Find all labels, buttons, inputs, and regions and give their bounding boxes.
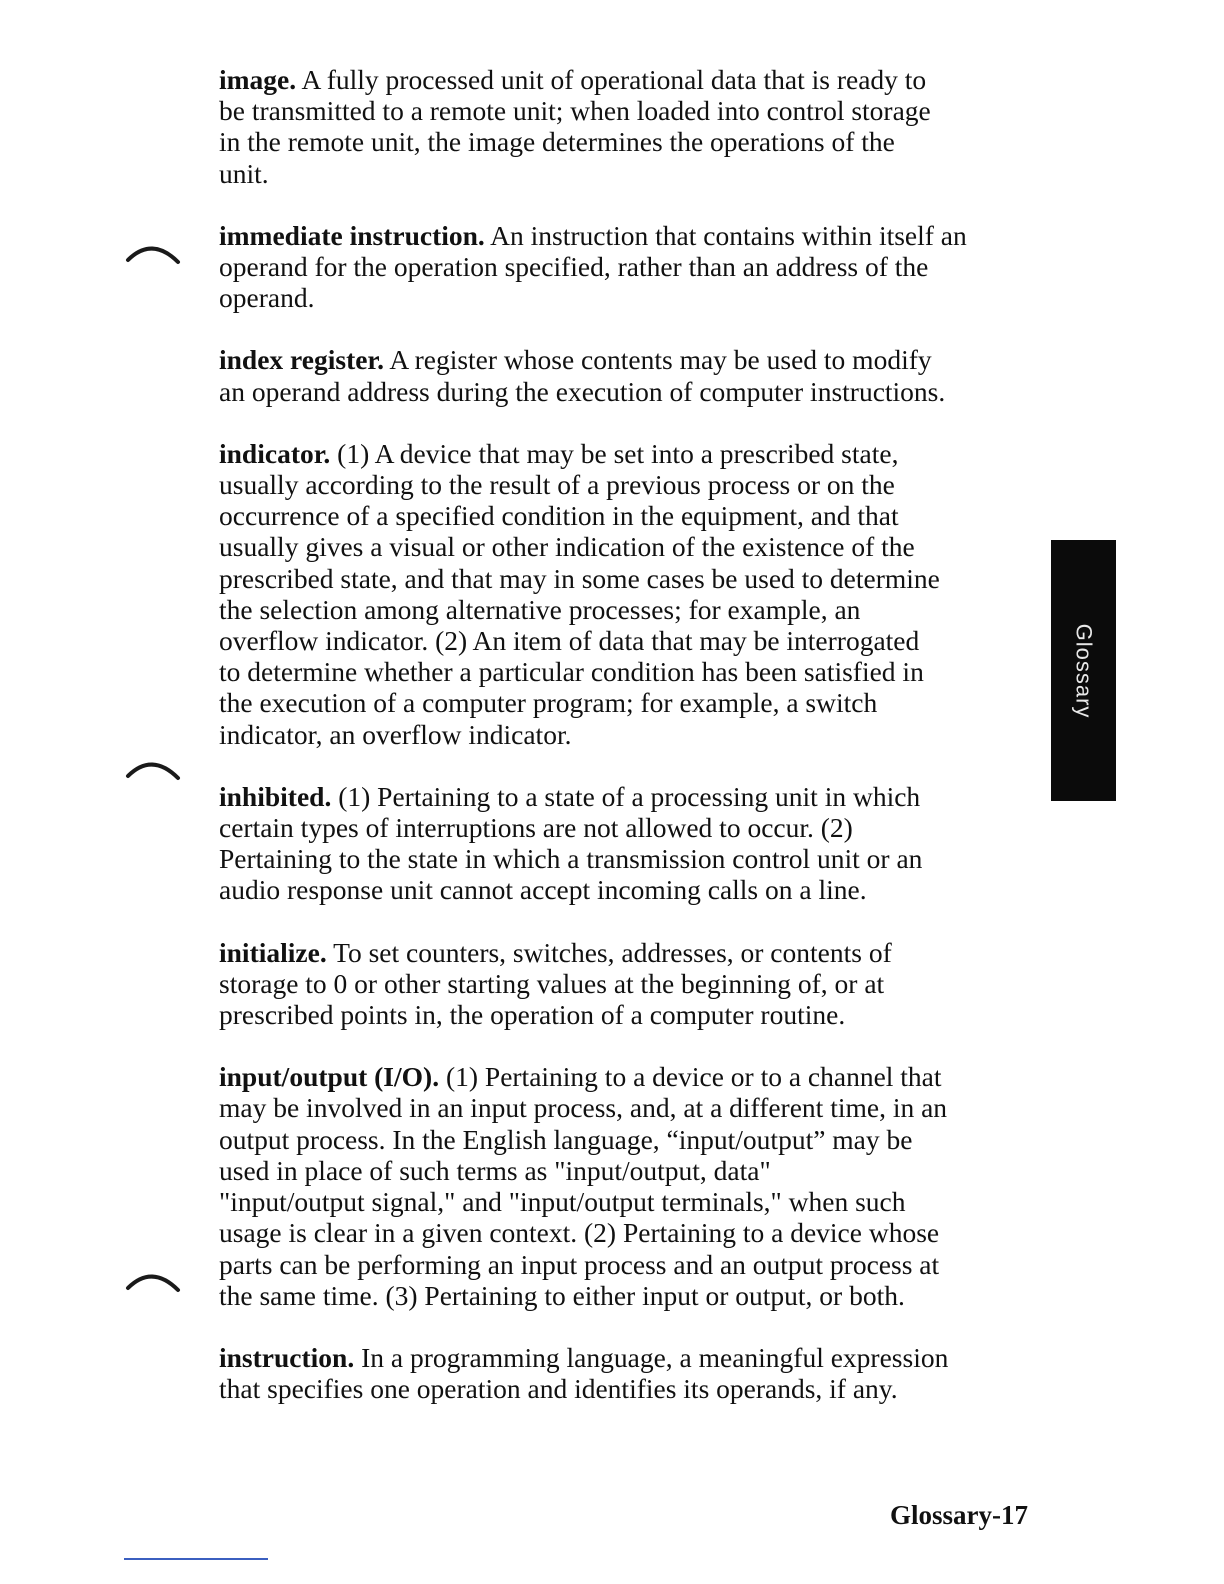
glossary-entry-index-register [219, 344, 1039, 406]
glossary-entry-indicator [219, 438, 1039, 750]
entry-definition: (1) A device that may be set into a prescribed state, usually according to the result of a previous process or on the occurrence of a specified condition in the equipment, and that usually gives a visual or other indication of the existence of the prescribed state, and that may in some cases be used to determine the selection among alternative processes; for example, an overflow indicator. (2) An item of data that may be interrogated to determine whether a particular condition has been satisfied in the execution of a computer program; for example, a switch indicator, an overflow indicator. [219, 437, 940, 750]
page-number: Glossary-17 [890, 1500, 1028, 1530]
entry-definition: An instruction that contains within itself an operand for the operation specified, rather than an address of the operand. [219, 219, 967, 314]
entry-term: indicator. [219, 437, 331, 469]
entry-definition: A register whose contents may be used to modify an operand address during the execution of computer instructions. [219, 344, 946, 407]
binder-hole-mark-icon [124, 1256, 182, 1296]
section-tab [1051, 540, 1116, 801]
entry-term: immediate instruction. [219, 219, 485, 251]
entry-term: instruction. [219, 1341, 355, 1373]
entry-definition: A fully processed unit of operational data that is ready to be transmitted to a remote unit; when loaded into control storage in the remote unit, the image determines the operations of the unit. [219, 64, 931, 189]
footer-rule [124, 1558, 268, 1560]
glossary-entry-input-output [219, 1061, 1039, 1311]
entry-term: input/output (I/O). [219, 1061, 440, 1093]
entry-term: image. [219, 64, 297, 95]
glossary-entry-immediate-instruction [219, 220, 1039, 314]
glossary-entry-inhibited [219, 781, 1039, 906]
entry-definition: To set counters, switches, addresses, or contents of storage to 0 or other starting values at the beginning of, or at prescribed points in, the operation of a computer routine. [219, 936, 892, 1031]
glossary-entry-instruction [219, 1342, 1039, 1404]
glossary-entry-initialize [219, 937, 1039, 1031]
entry-term: inhibited. [219, 780, 332, 812]
entry-term: index register. [219, 344, 384, 376]
entry-definition: (1) Pertaining to a state of a processing unit in which certain types of interruptions are not allowed to occur. (2) Pertaining to the state in which a transmission control unit or an audio response unit cannot accept incoming calls on a line. [219, 780, 923, 906]
glossary-entry-image [219, 64, 1039, 189]
glossary-entries [219, 64, 1039, 1435]
binder-hole-mark-icon [124, 228, 182, 268]
binder-hole-mark-icon [124, 744, 182, 784]
entry-definition: In a programming language, a meaningful expression that specifies one operation and identifies its operands, if any. [219, 1341, 949, 1405]
entry-term: initialize. [219, 936, 327, 968]
section-tab-label: Glossary [1071, 623, 1097, 718]
entry-definition: (1) Pertaining to a device or to a channel that may be involved in an input process, and, at a different time, in an output process. In the English language, “input/output” may be used in place of such terms as "input/output, data" "input/output signal," and "input/output terminals," when such usage is clear in a given context. (2) Pertaining to a device whose parts can be performing an input process and an output process at the same time. (3) Pertaining to either input or output, or both. [219, 1061, 948, 1311]
